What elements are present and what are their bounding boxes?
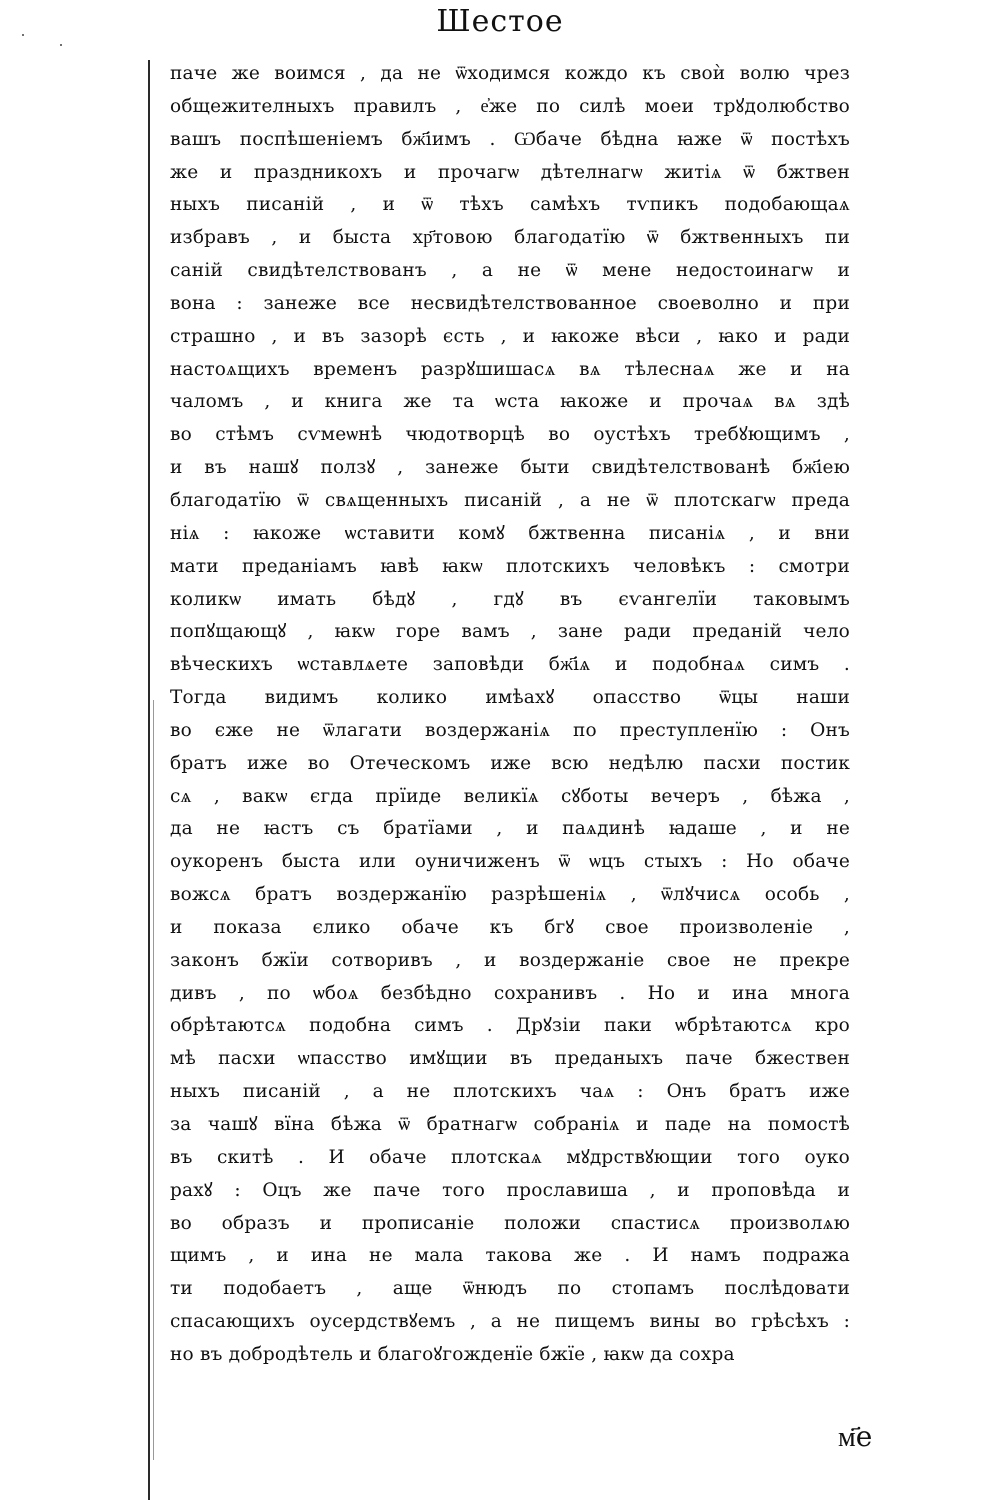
text-line: настоѧщихъ временъ разрꙋшишасѧ вѧ тѣлеснаѧ же и на: [170, 358, 850, 380]
text-line: паче же воимся , да не ѿходимся кождо къ своѝ волю чрез: [170, 63, 850, 84]
folio-number: м҃е: [838, 1420, 873, 1453]
text-line: саній свидѣтелствованъ , а не ѿ мене недостоинагѡ и: [170, 260, 850, 282]
text-line: щимъ , и ина не мала такова же . И намъ подража: [170, 1245, 850, 1267]
text-line: законъ бжїи сотворивъ , и воздержаніе свое не прекре: [170, 949, 850, 971]
text-line: общежителныхъ правилъ , е҆же по силѣ моеи трꙋдолюбство: [170, 95, 850, 117]
text-line: братъ иже во Отеческомъ иже всю недѣлю пасхи постик: [170, 752, 850, 774]
text-line: вожсѧ братъ воздержанїю разрѣшеніѧ , ѿлꙋчисѧ особь ,: [170, 884, 850, 906]
text-line: въ скитѣ . И обаче плотскаѧ мꙋдрствꙋющии того оуко: [170, 1146, 850, 1168]
text-line: дивъ , по ѡбоѧ безбѣдно сохранивъ . Но и ина многа: [170, 982, 850, 1004]
ink-speck: [60, 44, 62, 46]
text-line: но въ добродѣтель и благоꙋгожденїе бжїе , ꙗкѡ да сохра: [170, 1343, 735, 1365]
text-line: спасающихъ оусердствꙋемъ , а не пищемъ вины во грѣсѣхъ :: [170, 1311, 850, 1333]
text-line: ныхъ писаній , а не плотскихъ чаѧ : Онъ братъ иже: [170, 1081, 850, 1103]
text-line: во образъ и прописаніе положи спастисѧ произволѧю: [170, 1212, 850, 1234]
text-line: и въ нашꙋ ползꙋ , занеже быти свидѣтелствованѣ бж҃іею: [170, 457, 850, 479]
text-line: да не ꙗстъ съ братїами , и паѧдинѣ ꙗдаше , и не: [170, 818, 850, 840]
text-line: обрѣтаютсѧ подобна симъ . Дрꙋзіи паки ѡбрѣтаютсѧ кро: [170, 1015, 850, 1037]
text-line: же и праздникохъ и прочагѡ дѣтелнагѡ житіѧ ѿ бжтвен: [170, 161, 850, 183]
text-line: страшно , и въ зазорѣ єсть , и ꙗкоже вѣси , ꙗко и ради: [170, 325, 850, 347]
text-line: вона : занеже все несвидѣтелствованное своеволно и при: [170, 292, 850, 314]
text-line: ніѧ : ꙗкоже ѡставити комꙋ бжтвенна писаніѧ , и вни: [170, 522, 850, 544]
margin-rule: [148, 60, 150, 1500]
text-line: ти подобаетъ , аще ѿнюдъ по стопамъ послѣдовати: [170, 1278, 850, 1300]
text-line: избравъ , и быста хр҃товою благодатїю ѿ бжтвенныхъ пи: [170, 227, 850, 249]
text-line: во єже не ѿлагати воздержаніѧ по преступленїю : Онъ: [170, 719, 850, 741]
text-line: коликѡ имать бѣдꙋ , гдꙋ въ єѵангелїи таковымъ: [170, 588, 850, 610]
page-header: Шестое: [436, 4, 564, 39]
margin-rule-faint: [153, 700, 154, 1460]
text-line: во стѣмъ сѵмеѡнѣ чюдотворцѣ во оустѣхъ требꙋющимъ ,: [170, 424, 850, 446]
text-line: рахꙋ : Оцъ же паче того прославиша , и проповѣда и: [170, 1179, 850, 1201]
text-line: мѣ пасхи ѡпасство имꙋщии въ преданыхъ паче бжествен: [170, 1048, 850, 1070]
text-block: [170, 58, 850, 1372]
text-line: мати преданіамъ ꙗвѣ ꙗкѡ плотскихъ человѣкъ : смотри: [170, 555, 850, 577]
text-line: за чашꙋ вїна бѣжа ѿ братнагѡ собраніѧ и паде на помостѣ: [170, 1114, 850, 1135]
text-line: оукоренъ быста или оуничиженъ ѿ ѡцъ стыхъ : Но обаче: [170, 851, 850, 873]
text-line: вашъ поспѣшеніемъ бж҃іимъ . Ѡбаче бѣдна ꙗже ѿ постѣхъ: [170, 128, 850, 150]
text-line: сѧ , вакѡ єгда прїиде великїѧ сꙋботы вечеръ , бѣжа ,: [170, 785, 850, 807]
text-line: попꙋщающꙋ , ꙗкѡ горе вамъ , зане ради преданій чело: [170, 621, 850, 643]
text-line: и показа єлико обаче къ бгꙋ свое произволеніе ,: [170, 916, 850, 938]
text-line: благодатїю ѿ свѧщенныхъ писаній , а не ѿ плотскагѡ преда: [170, 489, 850, 511]
text-line: Тогда видимъ колико имѣахꙋ опасство ѿцы наши: [170, 687, 850, 709]
text-line: вѣческихъ ѡставлѧете заповѣди бж҃іѧ и подобнаѧ симъ .: [170, 654, 850, 676]
text-line: ныхъ писаній , и ѿ тѣхъ самѣхъ тѵпикъ подобающаѧ: [170, 194, 850, 216]
text-line: чаломъ , и книга же та ѡста ꙗкоже и прочаѧ вѧ здѣ: [170, 391, 850, 413]
